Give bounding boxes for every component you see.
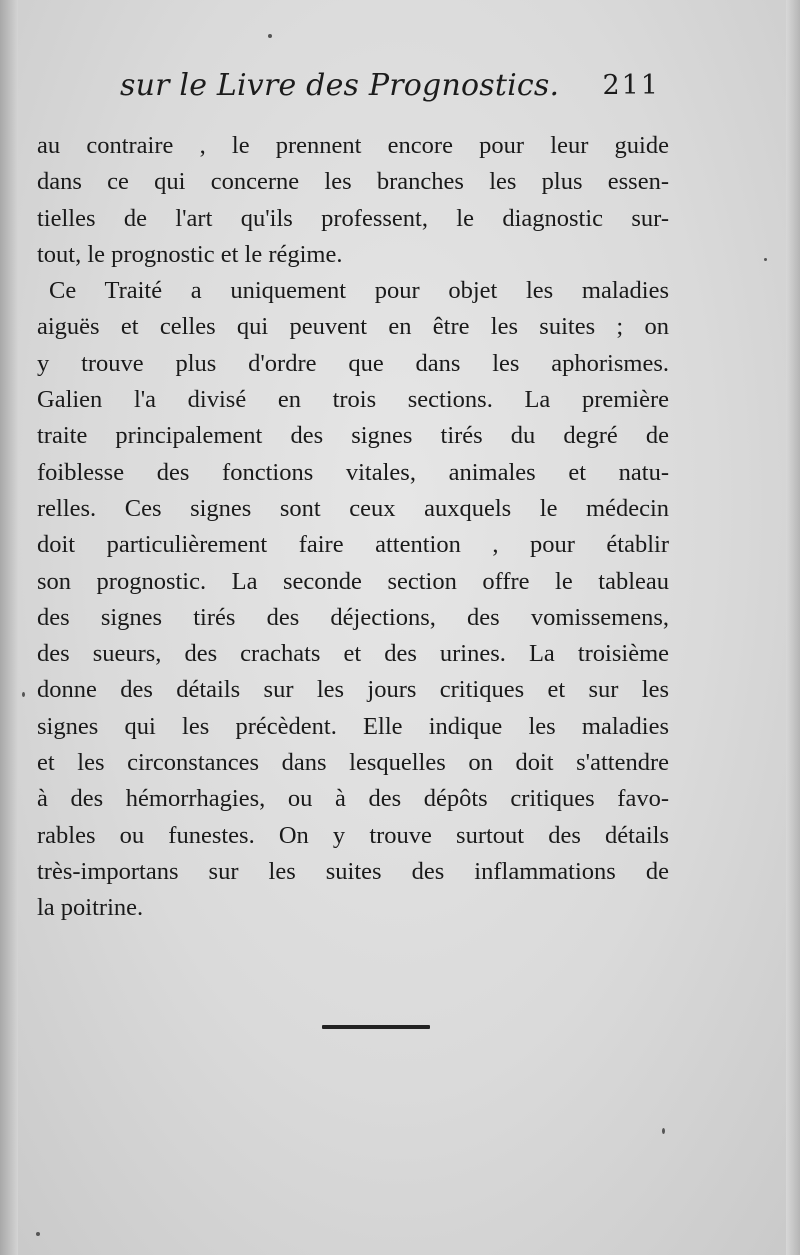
running-title: sur le Livre des Prognostics. bbox=[120, 68, 560, 103]
text-line: signes qui les précèdent. Elle indique les maladies bbox=[37, 712, 669, 740]
text-line: doit particulièrement faire attention , pour établir bbox=[37, 531, 669, 559]
text-line: et les circonstances dans lesquelles on doit s'attendre bbox=[37, 749, 669, 777]
text-line: des signes tirés des déjections, des vomissemens, bbox=[37, 603, 669, 631]
text-line: la poitrine. bbox=[37, 894, 144, 922]
paper-speck bbox=[662, 1128, 665, 1134]
paper-speck bbox=[22, 692, 25, 697]
text-line: son prognostic. La seconde section offre le tableau bbox=[37, 567, 669, 595]
text-line: traite principalement des signes tirés du degré de bbox=[37, 422, 669, 450]
text-line: Galien l'a divisé en trois sections. La première bbox=[37, 386, 669, 414]
running-head bbox=[120, 68, 660, 108]
paper-speck bbox=[764, 258, 767, 261]
section-divider-rule bbox=[322, 1025, 430, 1029]
text-line: dans ce qui concerne les branches les plus essen- bbox=[37, 168, 669, 196]
page-gutter-shadow bbox=[0, 0, 18, 1255]
paper-speck bbox=[268, 34, 272, 38]
paper-speck bbox=[36, 1232, 40, 1236]
page-number: 211 bbox=[602, 70, 660, 101]
text-line: relles. Ces signes sont ceux auxquels le médecin bbox=[37, 494, 669, 522]
text-line: tielles de l'art qu'ils professent, le diagnostic sur- bbox=[37, 204, 669, 232]
text-line: aiguës et celles qui peuvent en être les suites ; on bbox=[37, 313, 669, 341]
text-line: au contraire , le prennent encore pour leur guide bbox=[37, 132, 669, 159]
text-line: tout, le prognostic et le régime. bbox=[37, 240, 343, 268]
page-edge-shadow bbox=[786, 0, 800, 1255]
body-text bbox=[37, 128, 669, 927]
text-line: y trouve plus d'ordre que dans les aphorismes. bbox=[37, 349, 669, 377]
text-line: des sueurs, des crachats et des urines. La troisième bbox=[37, 640, 669, 668]
text-line: foiblesse des fonctions vitales, animales et natu- bbox=[37, 458, 669, 486]
text-line: rables ou funestes. On y trouve surtout des détails bbox=[37, 821, 669, 849]
text-line: donne des détails sur les jours critiques et sur les bbox=[37, 676, 669, 704]
text-line: Ce Traité a uniquement pour objet les maladies bbox=[49, 277, 669, 305]
text-line: très-importans sur les suites des inflammations de bbox=[37, 857, 669, 885]
text-line: à des hémorrhagies, ou à des dépôts critiques favo- bbox=[37, 785, 669, 813]
